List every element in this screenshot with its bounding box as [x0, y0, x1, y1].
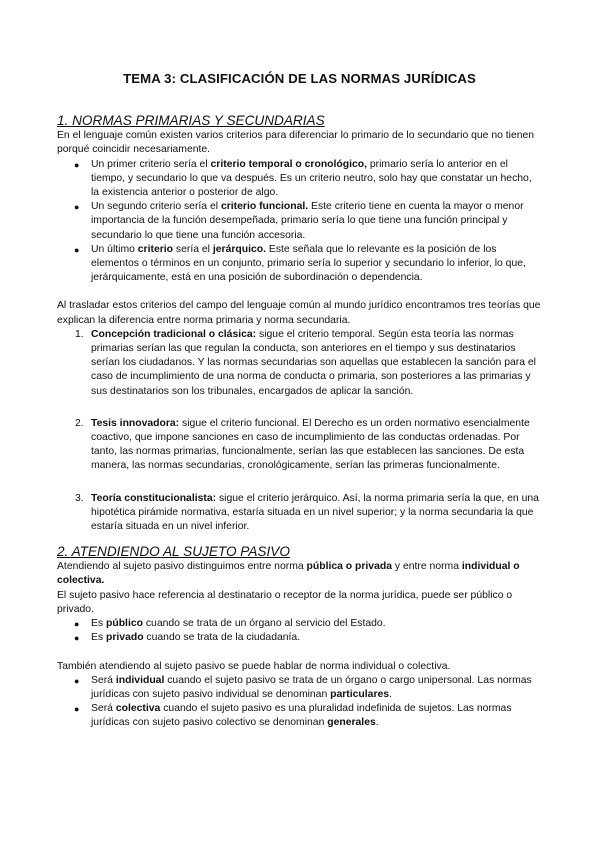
list-item: ● Es privado cuando se trata de la ciudadanía. — [91, 631, 542, 645]
section-heading-2: 2. ATENDIENDO AL SUJETO PASIVO — [57, 544, 290, 560]
public-private-list — [57, 617, 542, 645]
criterion-funcional: ● Un segundo criterio sería el criterio funcional. Este criterio tiene en cuenta la mayor o menor importancia de la función desempeñada, primario sería lo que tiene una función principal y secundario lo que tiene una función accesoria. — [91, 200, 542, 243]
section-sujeto-pasivo — [57, 543, 542, 730]
section-normas-primarias — [57, 112, 542, 534]
theory-item: 2. Tesis innovadora: sigue el criterio funcional. El Derecho es un orden normativo esencialmente coactivo, que impone sanciones en caso de incumplimiento de las conductas ordenadas. Por tanto, las normas primarias, funcionalmente, serían las que establecen las sanciones. De esta manera, las normas secundarias, cronológicamente, serían las primeras funcionalmente. — [75, 417, 530, 472]
theories-list — [57, 328, 542, 534]
section-2-paragraph-2: El sujeto pasivo hace referencia al destinatario o receptor de la norma jurídica, puede ser público o privado. — [57, 589, 513, 615]
section-1-intro: En el lenguaje común existen varios criterios para diferenciar lo primario de lo secundario que no tienen porqué coincidir necesariamente. — [57, 130, 535, 156]
criterion-temporal: ● Un primer criterio sería el criterio temporal o cronológico, primario sería lo anterior en el tiempo, y secundario lo que va después. Es un criterio neutro, solo hay que constatar un hecho, la existencia anterior o posterior de algo. — [91, 158, 542, 201]
criterion-jerarquico: ● Un último criterio sería el jerárquico. Este señala que lo relevante es la posición de los elementos o términos en un conjunto, primario sería lo superior y secundario lo inferior, lo que, jerárquicamente, está en una posición de subordinación o dependencia. — [91, 243, 542, 286]
criteria-list — [57, 158, 542, 286]
section-heading-1: 1. NORMAS PRIMARIAS Y SECUNDARIAS — [57, 113, 325, 129]
section-2-paragraph-3: También atendiendo al sujeto pasivo se puede hablar de norma individual o colectiva. — [57, 660, 451, 672]
section-1-paragraph-2: Al trasladar estos criterios del campo del lenguaje común al mundo jurídico encontramos tres teorías que explican la diferencia entre norma primaria y norma secundaria. — [57, 300, 541, 326]
theory-item: 1. Concepción tradicional o clásica: sigue el criterio temporal. Según esta teoría las normas primarias serían las que regulan la conducta, son anteriores en el tiempo y sus destinatarios serían los ciudadanos. Y las normas secundarias son aquellas que establecen la sanción para el caso de incumplimiento de una norma de conducta o primaria, son posteriores a las primarias y sus destinatarios son los tribunales, encargados de aplicar la sanción. — [75, 328, 536, 397]
list-item: ● Es público cuando se trata de un órgano al servicio del Estado. — [91, 617, 542, 631]
page-title: TEMA 3: CLASIFICACIÓN DE LAS NORMAS JURÍDICAS — [123, 71, 476, 86]
list-item: ● Será individual cuando el sujeto pasivo se trata de un órgano o cargo unipersonal. Las normas jurídicas con sujeto pasivo individual se denominan particulares. — [91, 674, 542, 702]
individual-collective-list — [57, 674, 542, 731]
section-2-paragraph-1: Atendiendo al sujeto pasivo distinguimos entre norma pública o privada y entre norma individual o colectiva. — [57, 561, 520, 587]
list-item: ● Será colectiva cuando el sujeto pasivo es una pluralidad indefinida de sujetos. Las normas jurídicas con sujeto pasivo colectivo se denominan generales. — [91, 702, 542, 730]
theory-item: 3. Teoría constitucionalista: sigue el criterio jerárquico. Así, la norma primaria sería la que, en una hipotética pirámide normativa, estaría situada en un nivel superior; y la norma secundaria la que estaría situada en un nivel inferior. — [75, 492, 539, 533]
